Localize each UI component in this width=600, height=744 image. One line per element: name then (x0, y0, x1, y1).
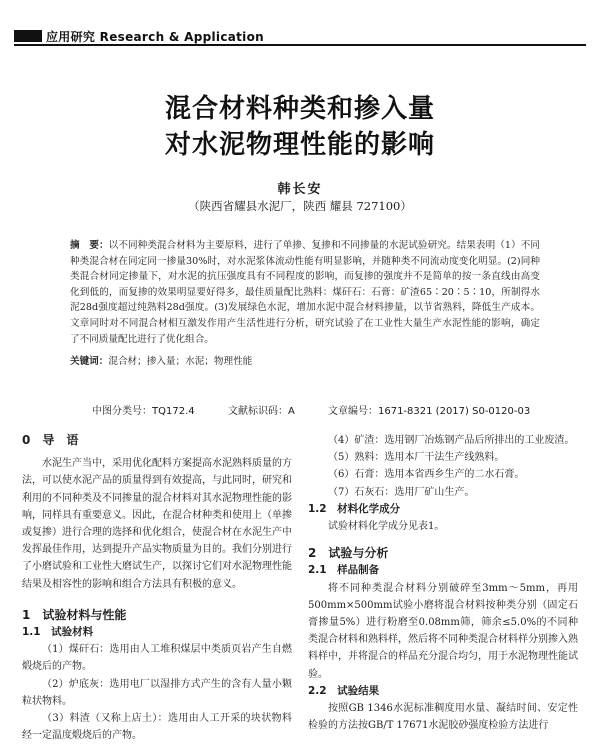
section-heading-2-1: 2.1 样品制备 (308, 564, 380, 577)
material-item-5: （5）熟料：选用本厂干法生产线熟料。 (328, 452, 505, 464)
section-heading-2: 2 试验与分析 (308, 546, 389, 561)
classification-line (0, 402, 600, 416)
material-item-1: （1）煤矸石：选用由人工堆积煤层中类质页岩产生自燃煅烧后的产物。 (22, 644, 292, 673)
material-item-7: （7）石灰石：选用厂矿山生产。 (328, 486, 475, 498)
keywords-text: 混合材；掺入量；水泥；物理性能 (108, 356, 253, 367)
section-1-2-text: 试验材料化学成分见表1。 (328, 521, 445, 533)
left-column (22, 432, 292, 744)
keywords (70, 353, 540, 367)
section-2-2-text: 按照GB 1346水泥标准稠度用水量、凝结时间、安定性检验的方法按GB/T 17671水泥胶砂强度检验方法进行 (308, 703, 578, 732)
document-code: 文献标识码：A (228, 406, 295, 417)
section-heading-1-1: 1.1 试验材料 (22, 626, 94, 639)
article-number: 文章编号：1671-8321 (2017) S0-0120-03 (328, 406, 531, 417)
section-heading-1-2: 1.2 材料化学成分 (308, 502, 401, 515)
material-item-4: （4）矿渣：选用钢厂冶炼钢产品后所排出的工业废渣。 (328, 435, 575, 446)
keywords-label: 关键词： (70, 356, 109, 367)
running-header (0, 26, 600, 46)
section-heading-intro: 0 导 语 (22, 433, 79, 447)
header-block-mark (14, 30, 42, 42)
paper-title-line-1: 混合材料种类和掺入量 (164, 94, 435, 124)
abstract-text: 以不同种类混合材料为主要原料，进行了单掺、复掺和不同掺量的水泥试验研究。结果表明（1）不同种类混合材在同定同一掺量30%时，对水泥浆体流动性能有明显影响，并随种类不同流动度变化明显。(2)同种类混合材同定掺量下，对水泥的抗压强度具有不同程度的影响，而复掺的强度并不是简单的按一条直线由高变化到低的，而复掺的效果明显要好得多，最佳质量配比熟料：煤矸石：石膏：矿渣65∶20∶5∶10，所制得水泥28d强度超过纯熟料28d强度。(3)发展绿色水泥，增加水泥中混合材料掺量，以节省熟料，降低生产成本。文章同时对不同混合材相互激发作用产生活性进行分析，研究试验了在工业性大量生产水泥性能的影响，确定了不同质量配比进行了优化组合。 (70, 240, 541, 345)
material-item-6: （6）石膏：选用本省西乡生产的二水石膏。 (328, 469, 525, 481)
header-rule (14, 44, 586, 46)
author: 韩长安 (277, 182, 323, 197)
material-item-3: （3）料渣（又称上店土）：选用由人工开采的块状物料经一定温度煅烧后的产物。 (22, 713, 292, 742)
abstract-label: 摘 要： (70, 240, 109, 251)
right-column (308, 432, 578, 734)
section-heading-1: 1 试验材料与性能 (22, 607, 127, 622)
affiliation: （陕西省耀县水泥厂，陕西 耀县 727100） (188, 199, 412, 213)
running-title: 应用研究 Research & Application (46, 30, 264, 44)
clc-number: 中图分类号：TQ172.4 (92, 406, 195, 417)
paper-title-line-2: 对水泥物理性能的影响 (164, 130, 435, 160)
section-2-1-text: 将不同种类混合材料分别破碎至3mm～5mm，再用500mm×500mm试验小磨将混合材料按种类分别（固定石膏掺量5%）进行粉磨至0.08mm筛，筛余≤5.0%的不同种类混合材料和熟料样，然后将不同种类混合材料样分别掺入熟料样中，并将混合的样品充分混合均匀，用于水泥物理性能试验。 (308, 582, 578, 680)
intro-paragraph: 水泥生产当中，采用优化配料方案提高水泥熟料质量的方法，可以使水泥产品的质量得到有效提高，与此同时，研究和利用的不同种类及不同掺量的混合材料对其水泥物理性能的影响，同样具有重要意义。因此，在混合材种类和使用上（单掺或复掺）进行合理的选择和优化组合，使混合材在水泥生产中发挥最佳作用，达到提升产品实物质量为目的。我们分别进行了小磨试验和工业性大磨试生产，以探讨它们对水泥物理性能结果及相容性的影响和组合方法具有积极的意义。 (22, 458, 292, 590)
material-item-2: （2）炉底灰：选用电厂以湿排方式产生的含有人量小颗粒状物料。 (22, 678, 292, 707)
abstract (70, 238, 540, 347)
section-heading-2-2: 2.2 试验结果 (308, 684, 380, 697)
